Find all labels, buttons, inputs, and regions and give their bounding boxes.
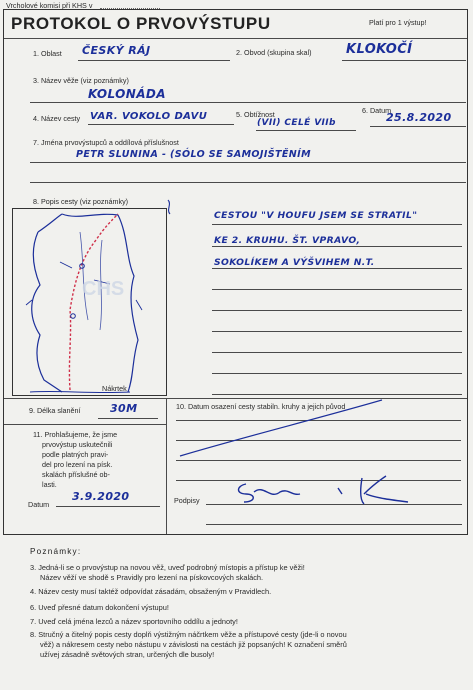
sketch-label: Nákrtek [102,384,127,393]
signatures-label: Podpisy [174,496,200,505]
route-description-line: SOKOLÍKEM A VÝŠVIHEM N.T. [214,257,375,268]
route-name-label: 4. Název cesty [33,114,81,123]
declaration-line: skalách příslušné ob- [42,470,110,479]
route-description-label: 8. Popis cesty (viz poznámky) [33,197,129,206]
note-item: 7. Uveď celá jména lezců a název sportovního oddílu a jednoty! [30,617,238,626]
rappel-length-label: 9. Délka slanění [29,406,81,415]
note-item: 4. Název cesty musí taktéž odpovídat zásadám, obsaženým v Pravidlech. [30,587,272,596]
signature-date-value: 3.9.2020 [72,490,130,503]
route-name-value: VAR. VOKOLO DAVU [90,111,208,122]
area-label: 2. Obvod (skupina skal) [236,48,312,57]
org-label: Vrcholové komisi při KHS v [6,1,93,10]
note-item: Název věží ve shodě s Pravidly pro lezení na pískovcových skalách. [40,573,264,582]
difficulty-value: (VII) CELÉ VIIb [257,118,336,128]
tower-name-value: KOLONÁDA [88,87,166,101]
area-value: KLOKOČÍ [346,42,413,57]
declaration-line: prvovýstup uskutečnili [42,440,113,449]
difficulty-label: 5. Obtížnost [236,110,275,119]
climbers-label: 7. Jména prvovýstupců a oddílová příslušnost [33,138,179,147]
route-description-line: CESTOU "V HOUFU JSEM SE STRATIL" [214,210,418,221]
tower-name-label: 3. Název věže (viz poznámky) [33,76,129,85]
signature-date-label: Datum [28,500,50,509]
declaration-line: 11. Prohlašujeme, že jsme [33,430,118,439]
validity-note: Platí pro 1 výstup! [369,18,427,27]
route-description-line: KE 2. KRUHU. ŠT. VPRAVO, [214,235,361,246]
watermark-logo: CHS [82,278,125,300]
notes-heading: Poznámky: [30,547,82,556]
region-value: ČESKÝ RÁJ [82,44,151,57]
form-title: PROTOKOL O PRVOVÝSTUPU [11,14,271,33]
climbers-value: PETR SLUNINA - (SÓLO SE SAMOJIŠTĚNÍM [76,149,311,160]
note-item: 6. Uveď přesné datum dokončení výstupu! [30,603,169,612]
bolt-date-label: 10. Datum osazení cesty stabiln. kruhy a jejich původ [176,402,346,411]
note-item: užívej zásadně světových stran, určených dle busoly! [40,650,215,659]
region-label: 1. Oblast [33,49,62,58]
rappel-length-value: 30M [110,402,138,415]
note-item: 3. Jedná-li se o prvovýstup na novou věž, uveď podrobný místopis a přístup ke věži! [30,563,305,572]
date-field-value: 25.8.2020 [386,111,452,124]
note-item: 8. Stručný a čitelný popis cesty doplň výstižným náčrtkem věže a přístupové cesty (jde-li o novou [30,630,347,639]
declaration-line: podle platných pravi- [42,450,109,459]
declaration-line: lasti. [42,480,57,489]
declaration-line: del pro lezení na písk. [42,460,113,469]
date-field-label: 6. Datum [362,106,392,115]
note-item: věž) a nákresem cesty nebo nástupu v závislosti na cestách již popsaných! K označení směrů [40,640,347,649]
